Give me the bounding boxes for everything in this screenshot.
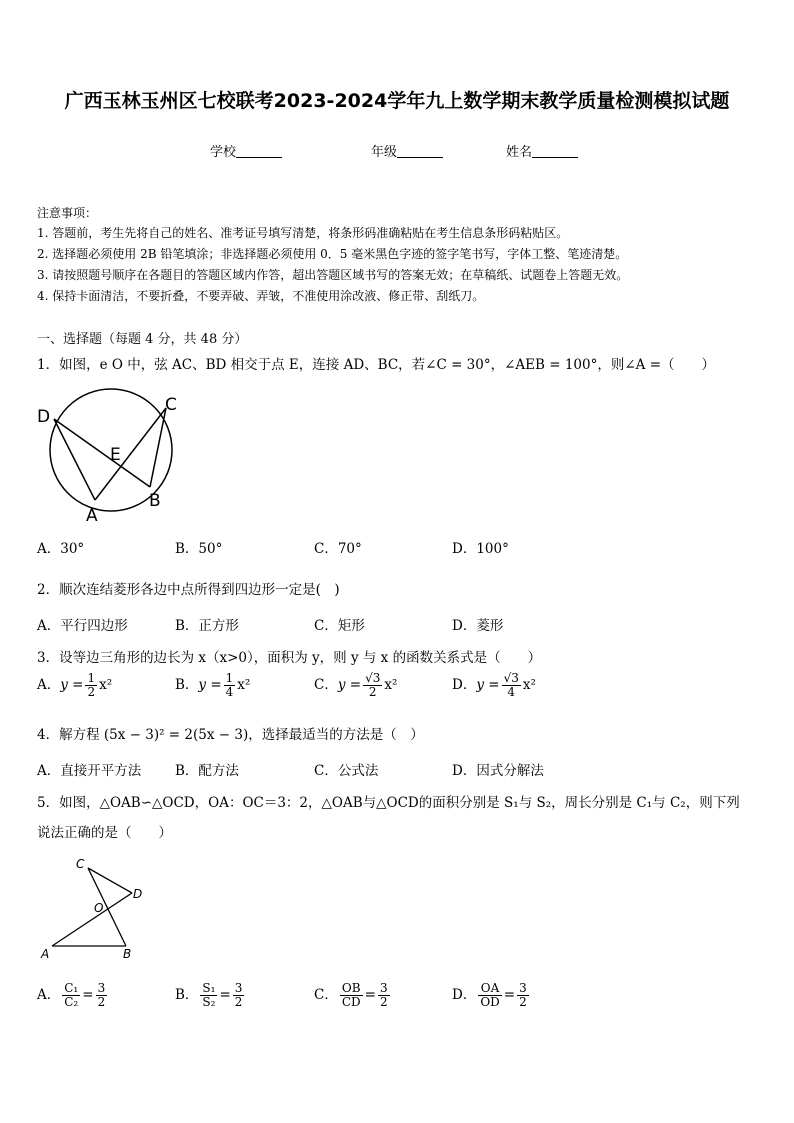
section-heading: 一、选择题（每题 4 分，共 48 分） xyxy=(37,332,248,347)
label-d: D xyxy=(37,407,51,427)
q3-option-d[interactable]: D．y = $\frac{√3}{4}$ x² xyxy=(452,671,536,700)
question-5-text: 5．如图，△OAB∽△OCD，OA：OC＝3：2，△OAB与△OCD的面积分别是 S₁与 S₂，周长分别是 C₁与 C₂，则下列 xyxy=(37,795,740,811)
q2-option-c[interactable]: C．矩形 xyxy=(314,618,365,634)
school-field: 学校 xyxy=(210,141,282,160)
triangle-figure xyxy=(36,855,156,965)
q3-option-a[interactable]: A．y = $\frac{1}{2}$ x² xyxy=(37,671,113,700)
label-o: O xyxy=(94,901,104,915)
label-c: C xyxy=(76,857,85,871)
q2-option-b[interactable]: B．正方形 xyxy=(175,618,239,634)
chord-bc xyxy=(150,408,166,487)
chord-ad xyxy=(54,419,95,500)
q5-option-a[interactable]: A． $\frac{\text{C₁}}{\text{C₂}}$ = $\frac{3}{2}$ xyxy=(37,981,106,1010)
note-item: 1. 答题前，考生先将自己的姓名、准考证号填写清楚，将条形码准确粘贴在考生信息条形码粘贴区。 xyxy=(37,226,569,240)
name-field: 姓名 xyxy=(506,141,578,160)
q3-option-b[interactable]: B．y = $\frac{1}{4}$ x² xyxy=(175,671,251,700)
label-b: B xyxy=(123,947,132,961)
grade-blank[interactable] xyxy=(397,145,443,158)
name-blank[interactable] xyxy=(532,145,578,158)
question-2-text: 2．顺次连结菱形各边中点所得到四边形一定是( ) xyxy=(37,582,340,598)
circle-figure xyxy=(36,388,186,528)
label-a: A xyxy=(41,947,50,961)
q2-option-a[interactable]: A．平行四边形 xyxy=(37,618,128,634)
note-item: 3. 请按照题号顺序在各题目的答题区域内作答，超出答题区域书写的答案无效；在草稿纸、试题卷上答题无效。 xyxy=(37,268,629,282)
q5-option-d[interactable]: D． $\frac{OA}{OD}$ = $\frac{3}{2}$ xyxy=(452,981,527,1010)
chord-bd xyxy=(54,419,150,487)
question-5-text-cont: 说法正确的是（ ） xyxy=(37,825,172,841)
q5-option-c[interactable]: C． $\frac{OB}{CD}$ = $\frac{3}{2}$ xyxy=(314,981,388,1010)
label-e: E xyxy=(110,445,121,465)
notes-heading: 注意事项： xyxy=(37,206,98,220)
q1-option-d[interactable]: D．100° xyxy=(452,541,509,557)
q2-option-d[interactable]: D．菱形 xyxy=(452,618,504,634)
question-1-text: 1．如图，e O 中，弦 AC、BD 相交于点 E，连接 AD、BC，若∠C = 30°，∠AEB = 100°，则∠A =（ ） xyxy=(37,357,716,373)
question-3-text: 3．设等边三角形的边长为 x（x>0），面积为 y，则 y 与 x 的函数关系式是（ ） xyxy=(37,650,542,666)
question-4-text: 4．解方程 (5x − 3)² = 2(5x − 3)，选择最适当的方法是（ ） xyxy=(37,727,424,743)
segment-ad xyxy=(52,893,132,946)
q4-option-a[interactable]: A．直接开平方法 xyxy=(37,763,142,779)
label-d: D xyxy=(133,887,143,901)
school-blank[interactable] xyxy=(236,145,282,158)
label-a: A xyxy=(86,506,98,526)
q1-option-a[interactable]: A．30° xyxy=(37,541,85,557)
q5-option-b[interactable]: B． $\frac{\text{S₁}}{\text{S₂}}$ = $\frac{3}{2}$ xyxy=(175,981,243,1010)
grade-field: 年级 xyxy=(371,141,443,160)
note-item: 2. 选择题必须使用 2B 铅笔填涂；非选择题必须使用 0．5 毫米黑色字迹的签字笔书写，字体工整、笔迹清楚。 xyxy=(37,247,628,261)
q1-option-c[interactable]: C．70° xyxy=(314,541,362,557)
q4-option-b[interactable]: B．配方法 xyxy=(175,763,239,779)
chord-ac xyxy=(95,408,166,500)
label-b: B xyxy=(149,491,161,511)
q4-option-c[interactable]: C．公式法 xyxy=(314,763,379,779)
page-title: 广西玉林玉州区七校联考2023-2024学年九上数学期末教学质量检测模拟试题 xyxy=(64,90,730,112)
note-item: 4. 保持卡面清洁，不要折叠，不要弄破、弄皱，不准使用涂改液、修正带、刮纸刀。 xyxy=(37,289,485,303)
label-c: C xyxy=(165,395,177,415)
q1-option-b[interactable]: B．50° xyxy=(175,541,223,557)
q4-option-d[interactable]: D．因式分解法 xyxy=(452,763,544,779)
q3-option-c[interactable]: C．y = $\frac{√3}{2}$ x² xyxy=(314,671,398,700)
